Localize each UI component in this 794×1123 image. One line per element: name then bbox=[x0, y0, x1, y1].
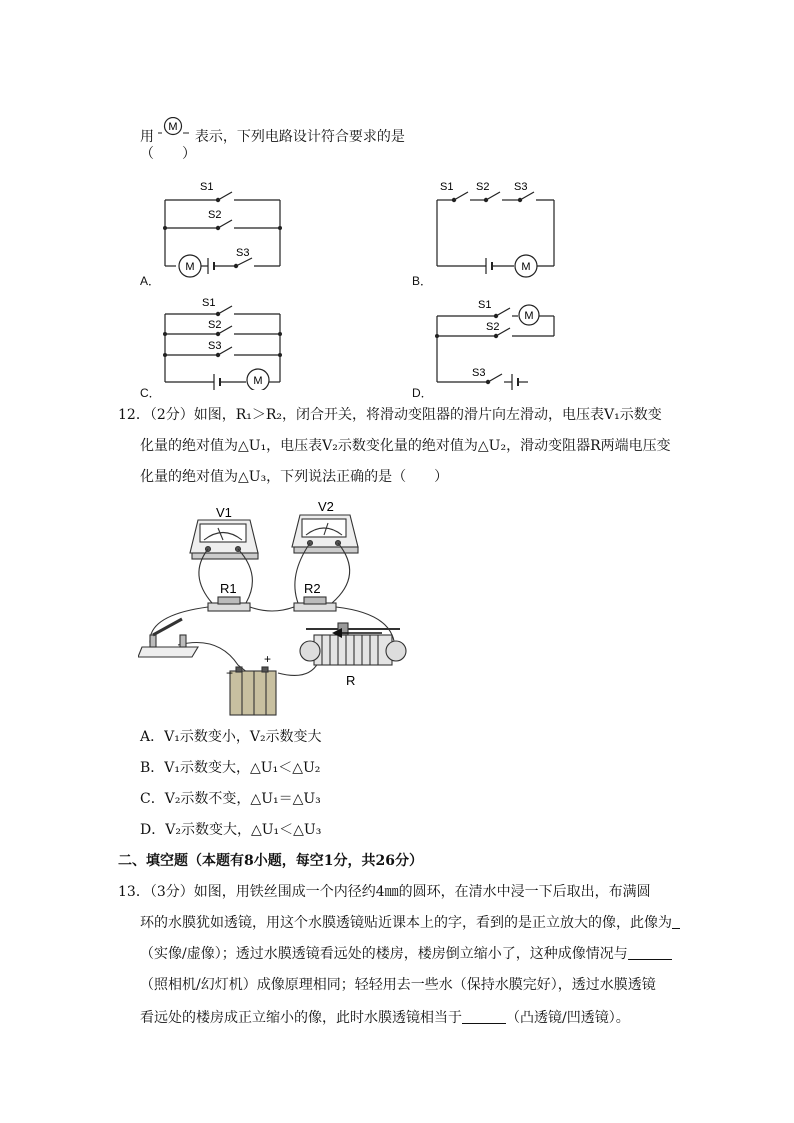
q12-line2: 化量的绝对值为△U₁，电压表V₂示数变化量的绝对值为△U₂，滑动变阻器R两端电压变 bbox=[140, 438, 671, 454]
resistor-r1-icon bbox=[208, 597, 250, 611]
battery-pack-icon bbox=[230, 667, 276, 715]
q12-option-a: A．V₁示数变小，V₂示数变大 bbox=[140, 729, 322, 745]
switch-label-s2-b: S2 bbox=[476, 181, 490, 193]
q13-line2-text: 环的水膜犹如透镜，用这个水膜透镜贴近课本上的字，看到的是正立放大的像，此像为 bbox=[140, 915, 672, 931]
label-r: R bbox=[346, 673, 356, 688]
switch-label-s2-a: S2 bbox=[208, 209, 222, 221]
motor-symbol-icon bbox=[158, 117, 190, 139]
q13-blank-2[interactable] bbox=[628, 945, 672, 960]
q13-line1: 13．（3分）如图，用铁丝围成一个内径约4㎜的圆环，在清水中浸一下后取出，布满圆 bbox=[118, 884, 651, 900]
q13-blank-3[interactable] bbox=[462, 1009, 506, 1024]
circuit-d bbox=[432, 294, 562, 390]
switch-label-s3-b: S3 bbox=[514, 181, 528, 193]
q13-line3-text: （实像/虚像）；透过水膜透镜看远处的楼房，楼房倒立缩小了，这种成像情况与 bbox=[140, 946, 628, 962]
option-c-label: C． bbox=[140, 386, 161, 400]
voltmeter-v1-icon bbox=[190, 520, 258, 559]
motor-letter-d: M bbox=[524, 310, 534, 322]
q13-line2 bbox=[140, 913, 680, 933]
switch-label-s1-a: S1 bbox=[200, 181, 214, 193]
rheostat-icon bbox=[300, 623, 406, 665]
q11-intro-prefix: 用 bbox=[140, 129, 154, 145]
q13-line5-text-b: （凸透镜/凹透镜）。 bbox=[506, 1010, 630, 1026]
voltmeter-v2-icon bbox=[292, 515, 358, 553]
q13-line3 bbox=[140, 944, 672, 964]
label-v2: V2 bbox=[318, 499, 334, 514]
q13-line5 bbox=[140, 1008, 630, 1028]
switch-label-s1-b: S1 bbox=[440, 181, 454, 193]
q12-apparatus-figure bbox=[138, 495, 408, 723]
switch-label-s2-c: S2 bbox=[208, 319, 222, 331]
motor-letter-c: M bbox=[253, 375, 263, 387]
q12-option-d: D．V₂示数变大，△U₁＜△U₃ bbox=[140, 822, 322, 838]
circuit-a bbox=[160, 178, 290, 278]
q11-intro bbox=[140, 117, 405, 147]
motor-letter-b: M bbox=[521, 261, 531, 273]
resistor-r2-icon bbox=[294, 597, 336, 611]
circuit-b bbox=[432, 178, 562, 278]
switch-label-s3-d: S3 bbox=[472, 367, 486, 379]
circuit-c bbox=[160, 294, 290, 390]
q12-option-b: B．V₁示数变大，△U₁＜△U₂ bbox=[140, 760, 321, 776]
q12-line3: 化量的绝对值为△U₃，下列说法正确的是（ ） bbox=[140, 469, 449, 485]
switch-label-s1-d: S1 bbox=[478, 299, 492, 311]
q11-intro-suffix: 表示，下列电路设计符合要求的是 bbox=[194, 129, 405, 145]
q13-line5-text-a: 看远处的楼房成正立缩小的像，此时水膜透镜相当于 bbox=[140, 1010, 462, 1026]
label-r1: R1 bbox=[220, 581, 237, 596]
motor-letter-a: M bbox=[185, 261, 195, 273]
label-v1: V1 bbox=[216, 505, 232, 520]
q13-line4: （照相机/幻灯机）成像原理相同；轻轻用去一些水（保持水膜完好），透过水膜透镜 bbox=[140, 977, 656, 993]
q11-paren: （ ） bbox=[140, 146, 196, 162]
q12-line1: 12．（2分）如图，R₁＞R₂，闭合开关，将滑动变阻器的滑片向左滑动，电压表V₁示数变 bbox=[118, 407, 662, 423]
option-d-label: D． bbox=[412, 386, 433, 400]
section-title: 二、填空题（本题有8小题，每空1分，共26分） bbox=[118, 853, 423, 869]
motor-symbol-letter: M bbox=[168, 121, 179, 133]
knife-switch-icon bbox=[138, 619, 198, 657]
option-b-label: B． bbox=[412, 274, 433, 288]
switch-label-s1-c: S1 bbox=[202, 297, 216, 309]
label-r2: R2 bbox=[304, 581, 321, 596]
label-plus: + bbox=[264, 652, 272, 666]
label-minus: − bbox=[226, 666, 234, 680]
q12-option-c: C．V₂示数不变，△U₁＝△U₃ bbox=[140, 791, 321, 807]
switch-label-s3-c: S3 bbox=[208, 340, 222, 352]
q13-blank-1[interactable] bbox=[672, 914, 680, 929]
switch-label-s2-d: S2 bbox=[486, 321, 500, 333]
option-a-label: A． bbox=[140, 274, 161, 288]
switch-label-s3-a: S3 bbox=[236, 247, 250, 259]
